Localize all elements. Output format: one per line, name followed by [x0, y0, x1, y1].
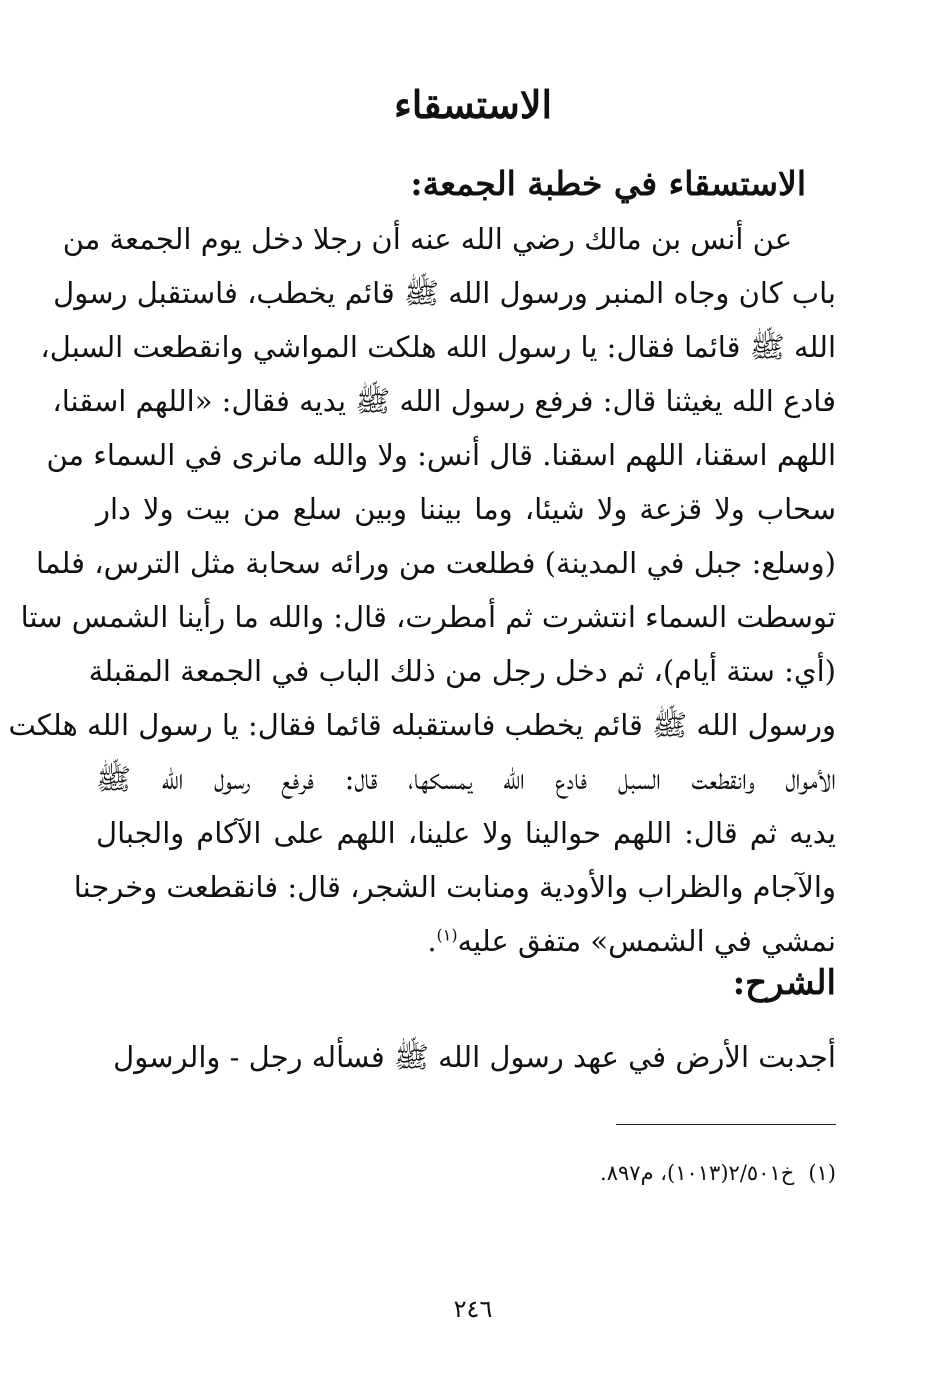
hadith-line: باب كان وجاه المنبر ورسول الله ﷺ قائم يخطب، فاستقبل رسول: [53, 276, 836, 310]
section-heading: الاستسقاء في خطبة الجمعة:: [410, 164, 806, 203]
hadith-line: ورسول الله ﷺ قائم يخطب فاستقبله قائما فقال: يا رسول الله هلكت: [8, 708, 836, 742]
hadith-line: الأموال وانقطعت السبل فادع الله يمسكها، قال: فرفع رسول الله ﷺ: [96, 762, 836, 796]
hadith-line: (أي: ستة أيام)، ثم دخل رجل من ذلك الباب في الجمعة المقبلة: [88, 654, 836, 688]
hadith-text: [8, 212, 836, 968]
hadith-end-mark: .: [427, 924, 437, 958]
footnote-divider: [616, 1124, 836, 1125]
footnote-text: خ٢/٥٠١(١٠١٣)، م٨٩٧.: [600, 1161, 795, 1185]
hadith-line-text: نمشي في الشمس» متفق عليه: [457, 924, 836, 958]
hadith-line: الله ﷺ قائما فقال: يا رسول الله هلكت المواشي وانقطعت السبل،: [40, 330, 836, 364]
footnote-number: (١): [808, 1161, 836, 1185]
hadith-line: سحاب ولا قزعة ولا شيئا، وما بيننا وبين سلع من بيت ولا دار: [96, 492, 836, 526]
hadith-line: اللهم اسقنا، اللهم اسقنا. قال أنس: ولا والله مانرى في السماء من: [46, 438, 836, 472]
commentary-heading: الشرح:: [732, 963, 836, 1003]
hadith-line: (وسلع: جبل في المدينة) فطلعت من ورائه سحابة مثل الترس، فلما: [35, 546, 836, 580]
hadith-line: عن أنس بن مالك رضي الله عنه أن رجلا دخل يوم الجمعة من: [62, 222, 792, 256]
hadith-line: توسطت السماء انتشرت ثم أمطرت، قال: والله ما رأينا الشمس ستا: [20, 600, 836, 634]
hadith-line: والآجام والظراب والأودية ومنابت الشجر، قال: فانقطعت وخرجنا: [73, 870, 836, 904]
page-number: ٢٤٦: [453, 1295, 493, 1323]
hadith-line-last: [96, 914, 836, 968]
chapter-title: الاستسقاء: [393, 82, 553, 127]
hadith-line: فادع الله يغيثنا قال: فرفع رسول الله ﷺ يديه فقال: «اللهم اسقنا،: [52, 384, 836, 418]
hadith-line: يديه ثم قال: اللهم حوالينا ولا علينا، اللهم على الآكام والجبال: [96, 816, 836, 850]
footnote: [600, 1156, 836, 1190]
footnote-reference[interactable]: (١): [436, 925, 458, 945]
commentary-text: أجدبت الأرض في عهد رسول الله ﷺ فسأله رجل - والرسول: [113, 1040, 836, 1074]
